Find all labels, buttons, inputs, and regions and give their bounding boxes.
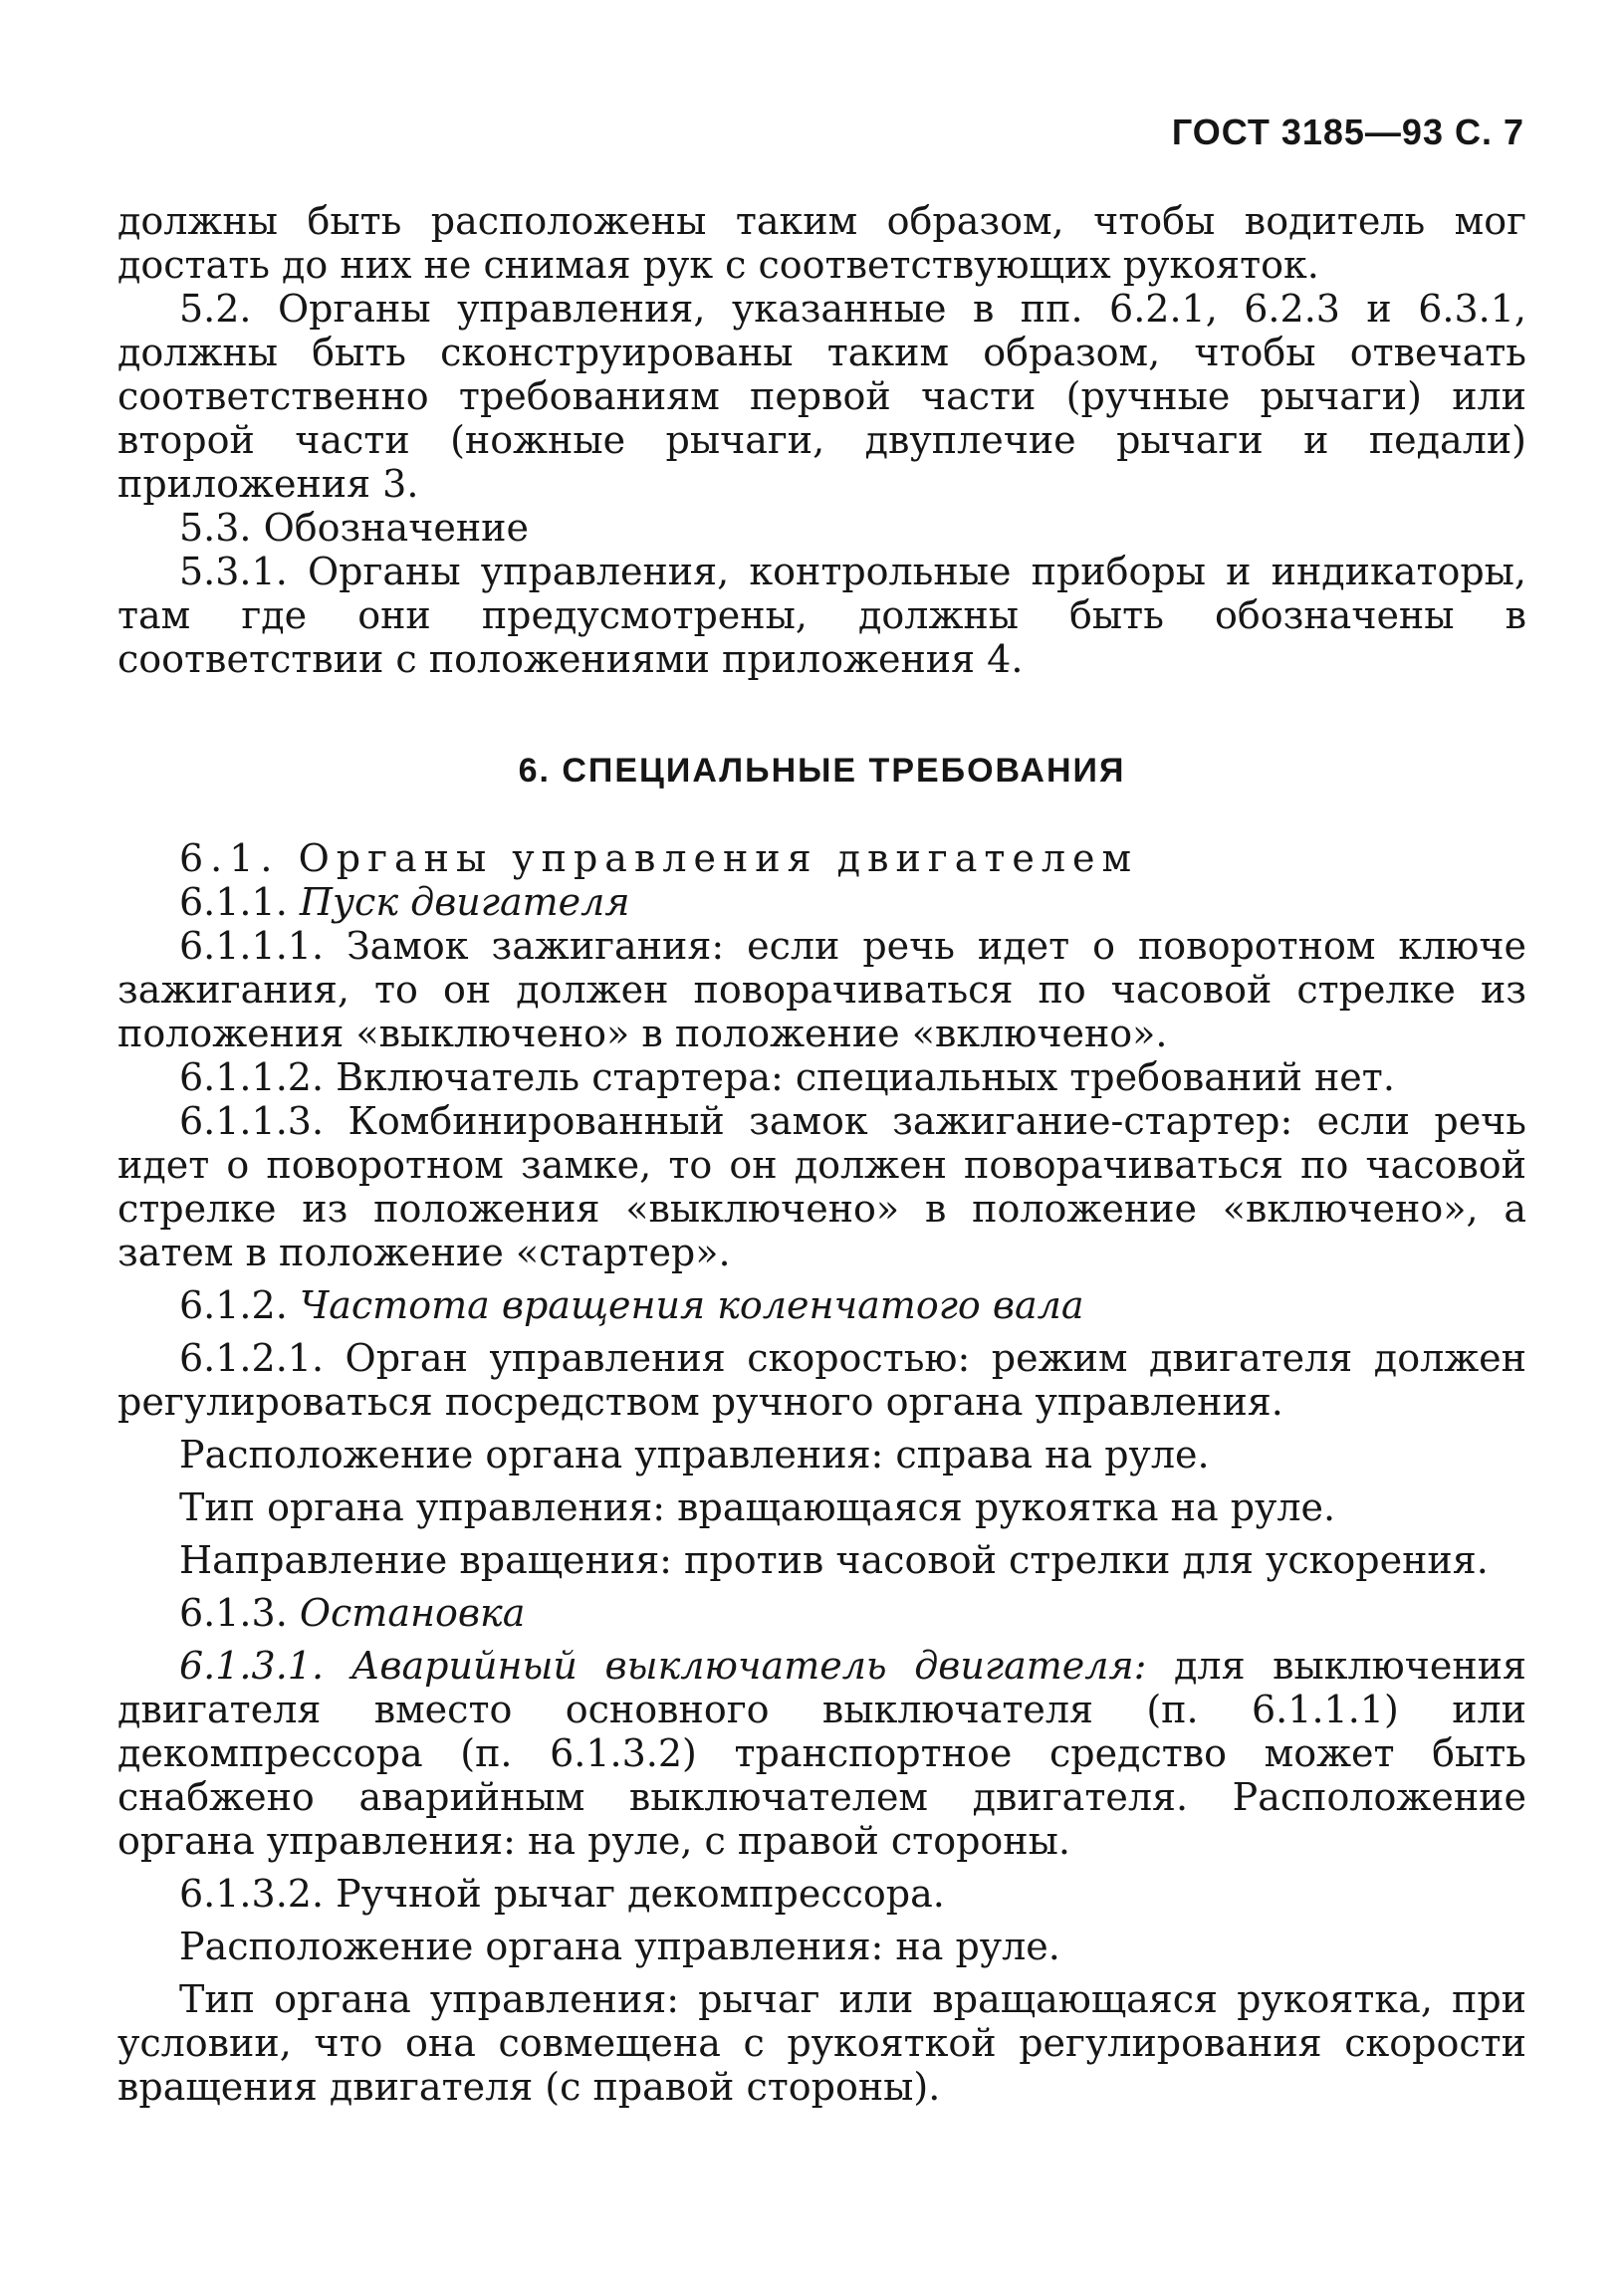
heading-6-1-2-number: 6.1.2. [179, 1283, 288, 1327]
heading-6-1-3-number: 6.1.3. [179, 1591, 288, 1635]
paragraph-6-1-3-2-type: Тип органа управления: рычаг или вращающаяся рукоятка, при условии, что она совмещена с рукояткой регулирования скорости вращения двигателя (с правой стороны). [117, 1977, 1526, 2109]
heading-6-1-2-title: Частота вращения коленчатого вала [299, 1283, 1084, 1327]
paragraph-6-1-3-2: 6.1.3.2. Ручной рычаг декомпрессора. [179, 1872, 945, 1916]
paragraph-6-1-1-3: 6.1.1.3. Комбинированный замок зажигание-стартер: если речь идет о поворотном замке, то он должен поворачиваться по часовой стрелке из положения «выключено» в положение «включено», а затем в положение «стартер». [117, 1099, 1526, 1274]
paragraph-6-1-2-1: 6.1.2.1. Орган управления скоростью: режим двигателя должен регулироваться посредством ручного органа управления. [117, 1336, 1526, 1424]
section-title: 6. СПЕЦИАЛЬНЫЕ ТРЕБОВАНИЯ [518, 752, 1126, 790]
paragraph-6-1-3-2-location: Расположение органа управления: на руле. [179, 1925, 1060, 1968]
paragraph-6-1-2-1-direction: Направление вращения: против часовой стрелки для ускорения. [179, 1538, 1489, 1582]
page-header: ГОСТ 3185—93 С. 7 [1171, 112, 1524, 152]
paragraph-6-1-3-1-head: 6.1.3.1. Аварийный выключатель двигателя: [179, 1644, 1147, 1688]
paragraph-5-2: 5.2. Органы управления, указанные в пп. 6.2.1, 6.2.3 и 6.3.1, должны быть сконструированы таким образом, чтобы отвечать соответственно требованиям первой части (ручные рычаги) или второй части (ножные рычаги, двуплечие рычаги и педали) приложения 3. [117, 287, 1526, 506]
paragraph-6-1-2-1-type: Тип органа управления: вращающаяся рукоятка на руле. [179, 1485, 1336, 1529]
heading-6-1-3-title: Остановка [299, 1591, 526, 1635]
heading-6-1-1-number: 6.1.1. [179, 880, 288, 924]
document-body [117, 199, 1526, 2109]
paragraph-6-1-2-1-location: Расположение органа управления: справа на руле. [179, 1433, 1210, 1477]
heading-6-1-1-title: Пуск двигателя [299, 880, 630, 924]
heading-5-3 [117, 506, 1526, 550]
paragraph-6-1-1-2: 6.1.1.2. Включатель стартера: специальных требований нет. [179, 1055, 1395, 1099]
heading-5-3-text: 5.3. Обозначение [179, 506, 529, 550]
paragraph-6-1-3-1 [117, 1644, 1526, 1863]
heading-6-1-3 [117, 1591, 1526, 1635]
paragraph-6-1-1-1: 6.1.1.1. Замок зажигания: если речь идет о поворотном ключе зажигания, то он должен поворачиваться по часовой стрелке из положения «выключено» в положение «включено». [117, 924, 1526, 1055]
paragraph-6-1-3-1-body: для выключения двигателя вместо основного выключателя (п. 6.1.1.1) или декомпрессора (п. 6.1.3.2) транспортное средство может быть снабжено аварийным выключателем двигателя. Расположение органа управления: на руле, с правой стороны. [117, 1644, 1526, 1863]
paragraph-continued: должны быть расположены таким образом, чтобы водитель мог достать до них не снимая рук с соответствующих рукояток. [117, 199, 1526, 287]
heading-6-1-2 [117, 1283, 1526, 1327]
heading-6-1-1 [117, 880, 1526, 924]
heading-6-1: 6.1. Органы управления двигателем [179, 836, 1139, 880]
paragraph-5-3-1: 5.3.1. Органы управления, контрольные приборы и индикаторы, там где они предусмотрены, должны быть обозначены в соответствии с положениями приложения 4. [117, 550, 1526, 681]
